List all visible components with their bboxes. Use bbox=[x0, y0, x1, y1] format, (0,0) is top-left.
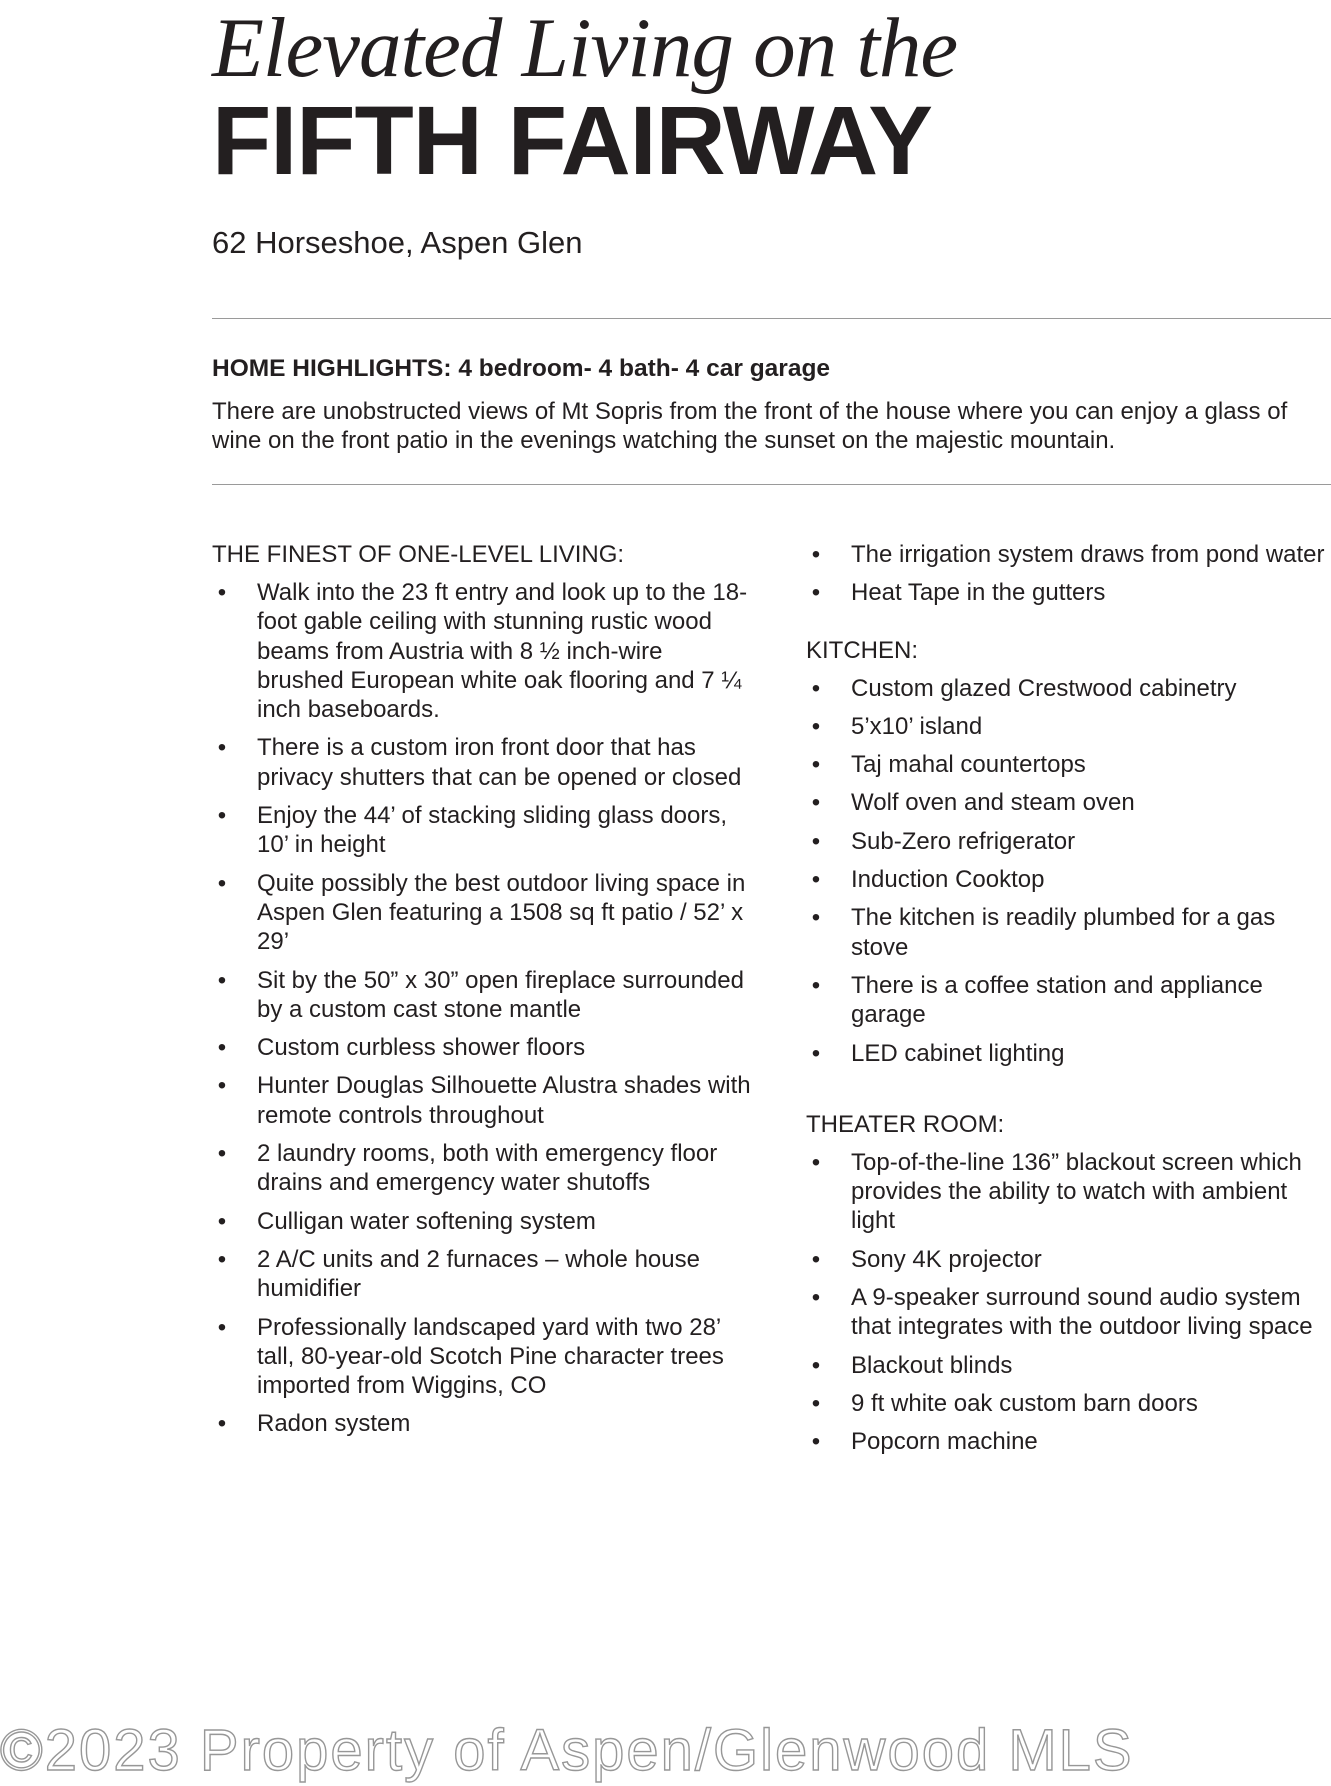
list-item: • Culligan water softening system bbox=[212, 1207, 752, 1236]
bullet-icon: • bbox=[217, 1245, 227, 1273]
list-item: • Sony 4K projector bbox=[806, 1245, 1331, 1274]
list-item: • Wolf oven and steam oven bbox=[806, 788, 1331, 817]
copyright-watermark: ©2023 Property of Aspen/Glenwood MLS bbox=[0, 1718, 1134, 1783]
section-title-theater: THEATER ROOM: bbox=[806, 1110, 1005, 1138]
bullet-icon: • bbox=[217, 1140, 227, 1168]
list-item: • Induction Cooktop bbox=[806, 865, 1331, 894]
list-item: • 9 ft white oak custom barn doors bbox=[806, 1389, 1331, 1418]
bullet-icon: • bbox=[811, 827, 821, 855]
list-item: • Sit by the 50” x 30” open fireplace surrounded by a custom cast stone mantle bbox=[212, 966, 752, 1025]
list-item: • Radon system bbox=[212, 1409, 752, 1438]
list-item: • 2 laundry rooms, both with emergency floor drains and emergency water shutoffs bbox=[212, 1139, 752, 1198]
highlights-heading: HOME HIGHLIGHTS: 4 bedroom- 4 bath- 4 car garage bbox=[212, 355, 831, 382]
bullet-icon: • bbox=[811, 1351, 821, 1379]
bullet-icon: • bbox=[811, 1245, 821, 1273]
bullet-icon: • bbox=[811, 904, 821, 932]
list-item: • Sub-Zero refrigerator bbox=[806, 827, 1331, 856]
list-item: • A 9-speaker surround sound audio system that integrates with the outdoor living space bbox=[806, 1283, 1331, 1342]
bullet-icon: • bbox=[217, 1207, 227, 1235]
bullet-icon: • bbox=[217, 1034, 227, 1062]
list-item: • There is a coffee station and appliance garage bbox=[806, 971, 1331, 1030]
bullet-icon: • bbox=[811, 674, 821, 702]
list-item: • Heat Tape in the gutters bbox=[806, 578, 1331, 607]
living-list-continued bbox=[806, 540, 1331, 608]
list-item: • 5’x10’ island bbox=[806, 712, 1331, 741]
bullet-icon: • bbox=[217, 802, 227, 830]
bullet-icon: • bbox=[217, 966, 227, 994]
bullet-icon: • bbox=[217, 1072, 227, 1100]
living-list bbox=[212, 578, 752, 1439]
list-item: • Blackout blinds bbox=[806, 1351, 1331, 1380]
bullet-icon: • bbox=[217, 579, 227, 606]
list-item: • Custom glazed Crestwood cabinetry bbox=[806, 674, 1331, 703]
list-item: • Enjoy the 44’ of stacking sliding glass doors, 10’ in height bbox=[212, 801, 752, 860]
list-item: • The kitchen is readily plumbed for a gas stove bbox=[806, 903, 1331, 962]
list-item: • Professionally landscaped yard with two 28’ tall, 80-year-old Scotch Pine character trees imported from Wiggins, CO bbox=[212, 1313, 752, 1401]
bullet-icon: • bbox=[811, 1284, 821, 1312]
list-item: • LED cabinet lighting bbox=[806, 1039, 1331, 1068]
bullet-icon: • bbox=[217, 869, 227, 897]
list-item: • Quite possibly the best outdoor living space in Aspen Glen featuring a 1508 sq ft patio / 52’ x 29’ bbox=[212, 869, 752, 957]
page-title-main: FIFTH FAIRWAY bbox=[212, 86, 932, 195]
theater-list bbox=[806, 1148, 1331, 1457]
divider-top bbox=[212, 318, 1331, 319]
list-item: • Top-of-the-line 136” blackout screen which provides the ability to watch with ambient light bbox=[806, 1148, 1331, 1236]
list-item: • Custom curbless shower floors bbox=[212, 1033, 752, 1062]
highlights-description: There are unobstructed views of Mt Sopris from the front of the house where you can enjoy a glass of wine on the front patio in the evenings watching the sunset on the majestic mountain. bbox=[212, 398, 1288, 454]
page-title-script: Elevated Living on the bbox=[212, 1, 958, 95]
bullet-icon: • bbox=[811, 541, 821, 568]
features-column-left bbox=[212, 540, 752, 1448]
list-item: • Popcorn machine bbox=[806, 1427, 1331, 1456]
list-item: • The irrigation system draws from pond water bbox=[806, 540, 1331, 569]
bullet-icon: • bbox=[811, 971, 821, 999]
divider-middle bbox=[212, 484, 1331, 485]
list-item: • 2 A/C units and 2 furnaces – whole house humidifier bbox=[212, 1245, 752, 1304]
bullet-icon: • bbox=[217, 1313, 227, 1341]
kitchen-list bbox=[806, 674, 1331, 1068]
bullet-icon: • bbox=[811, 712, 821, 740]
list-item: • There is a custom iron front door that has privacy shutters that can be opened or closed bbox=[212, 733, 752, 792]
section-title-living: THE FINEST OF ONE-LEVEL LIVING: bbox=[212, 541, 625, 568]
bullet-icon: • bbox=[811, 751, 821, 779]
features-column-right bbox=[806, 540, 1331, 1466]
bullet-icon: • bbox=[217, 734, 227, 762]
section-title-kitchen: KITCHEN: bbox=[806, 636, 919, 664]
bullet-icon: • bbox=[811, 1039, 821, 1067]
bullet-icon: • bbox=[217, 1410, 227, 1438]
bullet-icon: • bbox=[811, 789, 821, 817]
bullet-icon: • bbox=[811, 1428, 821, 1456]
list-item: • Walk into the 23 ft entry and look up to the 18-foot gable ceiling with stunning rustic wood beams from Austria with 8 ½ inch-wire brushed European white oak flooring and 7 ¼ inch baseboards. bbox=[212, 578, 752, 724]
bullet-icon: • bbox=[811, 1389, 821, 1417]
list-item: • Taj mahal countertops bbox=[806, 750, 1331, 779]
bullet-icon: • bbox=[811, 866, 821, 894]
bullet-icon: • bbox=[811, 579, 821, 607]
property-address: 62 Horseshoe, Aspen Glen bbox=[212, 225, 583, 260]
bullet-icon: • bbox=[811, 1148, 821, 1176]
list-item: • Hunter Douglas Silhouette Alustra shades with remote controls throughout bbox=[212, 1071, 752, 1130]
